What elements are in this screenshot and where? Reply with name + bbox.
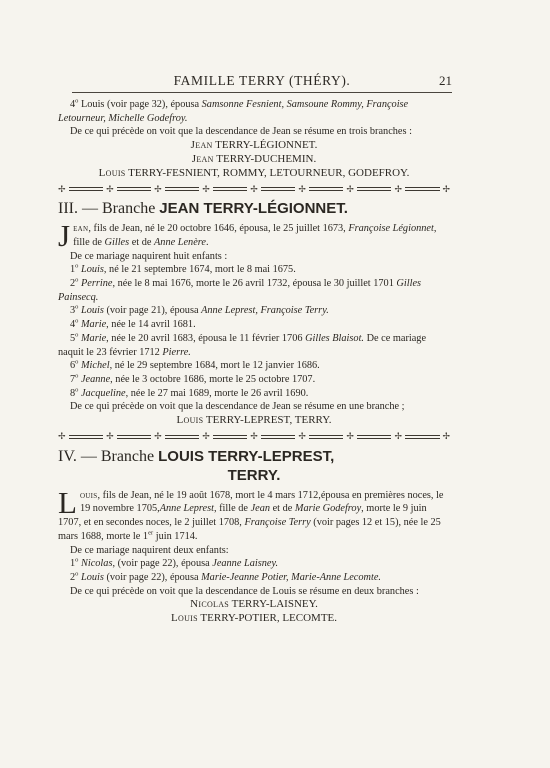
child-text: , née le 8 mai 1676, morte le 26 avril 1732, épousa le 30 juillet 1701 — [112, 278, 397, 290]
running-title: FAMILLE TERRY (THÉRY). — [173, 73, 351, 88]
ornament-icon: ✢ — [394, 431, 402, 442]
branch-name: TERRY-POTIER, LECOMTE. — [200, 612, 338, 625]
section-lead-paragraph — [58, 218, 450, 254]
branch-name: TERRY-LAISNEY. — [231, 598, 318, 611]
rule-segment — [357, 187, 392, 191]
ornament-icon: ✢ — [442, 183, 451, 194]
child-name: Louis — [80, 264, 104, 276]
child-entry — [58, 263, 450, 277]
person-name: Anne Lenère — [154, 236, 206, 248]
intro-summary: De ce qui précède on voit que la descendance de Jean se résume en trois branches : — [70, 126, 412, 138]
rule-segment — [309, 187, 344, 191]
person-name: Anne Leprest — [159, 503, 214, 515]
ornament-icon: ✢ — [106, 431, 114, 442]
rule-segment — [309, 435, 344, 439]
child-entry — [58, 359, 450, 373]
list-number: 5 — [70, 332, 76, 344]
drop-cap: J — [58, 218, 71, 254]
branch-prefix: Jean — [191, 152, 214, 165]
ordinal-sup: o — [75, 276, 79, 284]
child-text: (voir page 22), épousa — [103, 571, 202, 583]
person-name: Gilles — [104, 236, 130, 248]
intro-paragraph — [58, 98, 450, 125]
lead-word: ean — [73, 223, 89, 235]
rule-segment — [165, 187, 200, 191]
child-name: Louis — [80, 305, 104, 317]
child-name: Marie — [80, 332, 107, 344]
branch-prefix: Louis — [98, 166, 126, 179]
rule-segment — [261, 435, 296, 439]
child-text: (voir page 21), épousa — [103, 305, 202, 317]
child-name: Michel — [80, 360, 110, 372]
person-name: Gilles Blaisot. — [305, 332, 364, 344]
person-name: Jeanne Laisney. — [212, 558, 279, 570]
list-number: 4 — [70, 319, 76, 331]
lead-text: et de — [129, 236, 155, 248]
intro-text: Louis (voir page 32), épousa — [78, 99, 202, 110]
child-entry — [58, 277, 450, 304]
child-entry — [58, 318, 450, 332]
rule-segment — [117, 435, 152, 439]
person-name: Marie-Jeanne Potier, Marie-Anne Lecomte. — [201, 571, 381, 583]
rule-segment — [261, 187, 296, 191]
lead-text: , fils de Jean, né le 20 octobre 1646, épousa, le 25 juillet 1673, — [88, 223, 349, 235]
lead-text: et de — [270, 503, 295, 515]
ordinal-sup: o — [75, 372, 79, 380]
rule-segment — [213, 187, 248, 191]
child-entry — [58, 373, 450, 387]
ordinal-sup: o — [75, 331, 79, 339]
child-entry — [58, 571, 450, 585]
child-entry — [58, 557, 450, 571]
ordinal-sup: er — [148, 529, 154, 537]
section-heading-iii — [58, 199, 450, 218]
branch-line — [58, 139, 450, 153]
lead-word: ouis — [79, 489, 98, 501]
page-number: 21 — [439, 73, 452, 88]
ornament-icon: ✢ — [250, 431, 258, 442]
list-number: 1 — [70, 558, 76, 570]
person-name: Jean — [250, 503, 271, 515]
lead-text: , fille de — [213, 503, 251, 515]
ordinal-sup: o — [75, 97, 79, 105]
ornament-icon: ✢ — [58, 183, 66, 194]
branch-line — [58, 414, 450, 428]
section-heading-iv — [58, 447, 450, 466]
section-title: LOUIS TERRY-LEPREST, — [158, 447, 335, 465]
ornament-icon: ✢ — [346, 183, 354, 194]
ornament-icon: ✢ — [202, 183, 210, 194]
lead-text: . — [205, 236, 209, 248]
children-intro: De ce mariage naquirent deux enfants: — [70, 544, 229, 556]
child-name: Jacqueline — [80, 387, 126, 399]
section-summary: De ce qui précède on voit que la descendance de Louis se résume en deux branches : — [70, 585, 419, 597]
ornament-icon: ✢ — [346, 431, 354, 442]
child-text: , (voir page 22), épousa — [112, 558, 213, 570]
branch-name: TERRY-FESNIENT, ROMMY, LETOURNEUR, GODEFROY. — [128, 166, 410, 179]
intro-spouses: Samsonne Fesnient, Samsoune Rommy, Françoise Letourneur, Michelle Godefroy. — [58, 99, 409, 124]
rule-segment — [69, 435, 104, 439]
branch-prefix: Louis — [176, 414, 204, 427]
rule-segment — [405, 187, 440, 191]
list-number: 1 — [70, 264, 76, 276]
branch-line — [58, 167, 450, 181]
ornament-icon: ✢ — [442, 431, 451, 442]
branch-line — [58, 153, 450, 167]
ornament-icon: ✢ — [202, 431, 210, 442]
child-text: , née le 14 avril 1681. — [106, 319, 196, 331]
ordinal-sup: o — [75, 386, 79, 394]
lead-text: , morte le 9 juin 1707, et en secondes noces, le 2 juillet 1708, — [58, 503, 427, 529]
ornament-icon: ✢ — [298, 183, 306, 194]
list-number: 3 — [70, 305, 76, 317]
branch-line — [58, 612, 450, 626]
child-entry — [58, 387, 450, 401]
drop-cap: L — [58, 484, 77, 520]
lead-text: (voir pages 12 et 15), née le 25 mars 1688, morte le 1 — [58, 517, 441, 542]
ordinal-sup: o — [75, 570, 79, 578]
ordinal-sup: o — [75, 556, 79, 564]
section-numeral: III. — Branche — [58, 200, 160, 218]
section-title: JEAN TERRY-LÉGIONNET. — [159, 200, 348, 218]
page-header — [72, 70, 452, 93]
child-name: Louis — [80, 571, 104, 583]
ordinal-sup: o — [75, 262, 79, 270]
ornament-icon: ✢ — [154, 431, 162, 442]
branch-prefix: Nicolas — [190, 598, 230, 611]
person-name: Gilles Painsecq. — [58, 278, 422, 303]
page-body — [58, 98, 450, 626]
lead-text: , fils de Jean, né le 19 août 1678, mort le 4 mars 1712,épousa en premières noces, le 19 novembre 1705, — [79, 489, 444, 515]
child-entry — [58, 332, 450, 359]
section-title: TERRY. — [227, 466, 281, 484]
branch-prefix: Louis — [170, 612, 198, 625]
children-intro: De ce mariage naquirent huit enfants : — [70, 250, 228, 262]
branch-name: TERRY-LÉGIONNET. — [215, 139, 318, 152]
child-text: De ce mariage naquit le 23 février 1712 — [58, 332, 427, 358]
list-number: 7 — [70, 373, 76, 385]
person-name: Marie Godefroy — [294, 503, 362, 515]
branch-name: TERRY-LEPREST, TERRY. — [205, 414, 332, 427]
section-summary: De ce qui précède on voit que la descendance de Jean se résume en une branche ; — [70, 401, 405, 413]
ornament-icon: ✢ — [58, 431, 66, 442]
branch-name: TERRY-DUCHEMIN. — [216, 152, 317, 165]
child-name: Nicolas — [80, 558, 113, 570]
rule-segment — [117, 187, 152, 191]
ornament-icon: ✢ — [154, 183, 162, 194]
child-text: , né le 29 septembre 1684, mort le 12 janvier 1686. — [109, 360, 320, 372]
lead-text: juin 1714. — [153, 530, 198, 542]
section-numeral: IV. — Branche — [58, 447, 159, 465]
ordinal-sup: o — [75, 304, 79, 312]
section-lead-paragraph — [58, 484, 450, 544]
list-number: 6 — [70, 360, 76, 372]
rule-segment — [357, 435, 392, 439]
list-number: 4 — [70, 99, 76, 110]
child-text: , née le 3 octobre 1686, morte le 25 octobre 1707. — [110, 373, 316, 385]
ordinal-sup: o — [75, 317, 79, 325]
child-text: , né le 21 septembre 1674, mort le 8 mai 1675. — [103, 264, 296, 276]
ornament-icon: ✢ — [298, 431, 306, 442]
person-name: Françoise Légionnet — [348, 223, 434, 235]
child-name: Perrine — [80, 278, 113, 290]
ornamental-rule — [58, 431, 450, 443]
rule-segment — [69, 187, 104, 191]
person-name: Françoise Terry — [244, 517, 311, 529]
lead-text: , fille de — [73, 223, 437, 248]
person-name: Pierre. — [162, 346, 191, 358]
rule-segment — [213, 435, 248, 439]
list-number: 2 — [70, 278, 76, 290]
section-heading-iv-cont — [58, 466, 450, 485]
ornament-icon: ✢ — [106, 183, 114, 194]
branch-prefix: Jean — [190, 139, 213, 152]
child-text: , née le 27 mai 1689, morte le 26 avril 1690. — [125, 387, 309, 399]
child-name: Marie — [80, 319, 107, 331]
rule-segment — [165, 435, 200, 439]
child-text: , née le 20 avril 1683, épousa le 11 février 1706 — [106, 332, 306, 344]
list-number: 8 — [70, 387, 76, 399]
ornament-icon: ✢ — [250, 183, 258, 194]
ornamental-rule — [58, 183, 450, 195]
person-name: Anne Leprest, Françoise Terry. — [201, 305, 329, 317]
ordinal-sup: o — [75, 358, 79, 366]
child-entry — [58, 304, 450, 318]
rule-segment — [405, 435, 440, 439]
child-name: Jeanne — [80, 373, 111, 385]
branch-line — [58, 598, 450, 612]
ornament-icon: ✢ — [394, 183, 402, 194]
list-number: 2 — [70, 571, 76, 583]
